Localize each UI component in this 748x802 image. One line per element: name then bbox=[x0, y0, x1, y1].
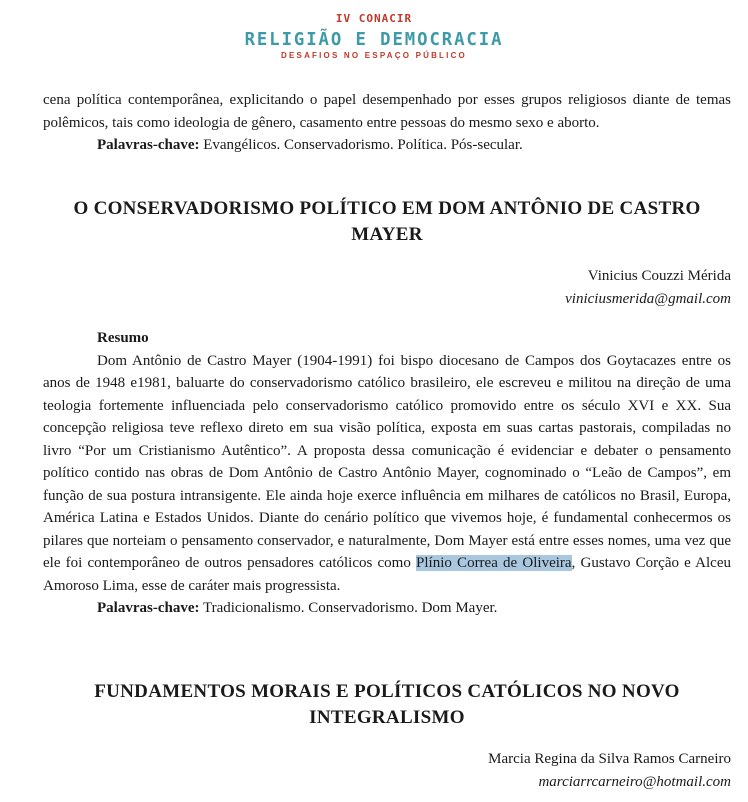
author-name: Marcia Regina da Silva Ramos Carneiro bbox=[488, 751, 731, 767]
conference-subtitle: DESAFIOS NO ESPAÇO PÚBLICO bbox=[281, 51, 467, 60]
conference-header bbox=[0, 12, 748, 60]
author-block-1 bbox=[43, 265, 731, 310]
abstract-1 bbox=[43, 327, 731, 620]
previous-keywords bbox=[43, 134, 731, 157]
abstract-text-start: Dom Antônio de Castro Mayer (1904-1991) foi bispo diocesano de Campos dos Goytacazes entre os anos de 1948 e1981, baluarte do conservadorismo católico brasileiro, ele escreveu e militou na direção de uma teologia fortemente influenciada pelo conservadorismo católico promovido entre os século XVI e XX. Sua concepção religiosa teve reflexo direto em sua visão política, exposta em suas cartas pastorais, compiladas no livro “Por um Cristianismo Autêntico”. A proposta dessa comunicação é evidenciar e debater o pensamento político contido nas obras de Dom Antônio de Castro Antônio Mayer, cognominado o “Leão de Campos”, em função de sua postura intransigente. Ele ainda hoje exerce influência em milhares de católicos no Brasil, Europa, América Latina e Estados Unidos. Diante do cenário político que vivemos hoje, é fundamental conhecermos os pilares que norteiam o pensamento conservador, e naturalmente, Dom Mayer está entre esses nomes, uma vez que ele foi contemporâneo de outros pensadores católicos como bbox=[43, 352, 731, 571]
section-title-1: O CONSERVADORISMO POLÍTICO EM DOM ANTÔNIO DE CASTRO MAYER bbox=[73, 198, 701, 245]
previous-abstract-ending bbox=[43, 89, 731, 157]
conference-name: IV CONACIR bbox=[335, 12, 413, 25]
keywords-label: Palavras-chave: bbox=[97, 600, 200, 616]
abstract-paragraph bbox=[43, 350, 731, 598]
keywords-text: Evangélicos. Conservadorismo. Política. Pós-secular. bbox=[203, 137, 523, 153]
keywords-text: Tradicionalismo. Conservadorismo. Dom Mayer. bbox=[202, 600, 498, 616]
highlighted-text[interactable]: Plínio Correa de Oliveira bbox=[416, 555, 572, 571]
author-email[interactable]: marciarrcarneiro@hotmail.com bbox=[538, 773, 731, 790]
abstract-text-end: , Gustavo Corção e Alceu Amoroso Lima, esse de caráter mais progressista. bbox=[43, 555, 731, 594]
author-block-2 bbox=[43, 748, 731, 793]
author-name: Vinicius Couzzi Mérida bbox=[587, 268, 731, 284]
author-email[interactable]: viniciusmerida@gmail.com bbox=[565, 290, 731, 307]
resumo-heading: Resumo bbox=[97, 330, 149, 346]
abstract-keywords bbox=[43, 597, 731, 620]
conference-title: RELIGIÃO E DEMOCRACIA bbox=[244, 29, 504, 50]
previous-abstract-text: cena política contemporânea, explicitando o papel desempenhado por esses grupos religiosos diante de temas polêmicos, tais como ideologia de gênero, casamento entre pessoas do mesmo sexo e aborto. bbox=[43, 92, 731, 131]
section-title-2: FUNDAMENTOS MORAIS E POLÍTICOS CATÓLICOS NO NOVO INTEGRALISMO bbox=[94, 681, 680, 728]
keywords-label: Palavras-chave: bbox=[97, 137, 200, 153]
